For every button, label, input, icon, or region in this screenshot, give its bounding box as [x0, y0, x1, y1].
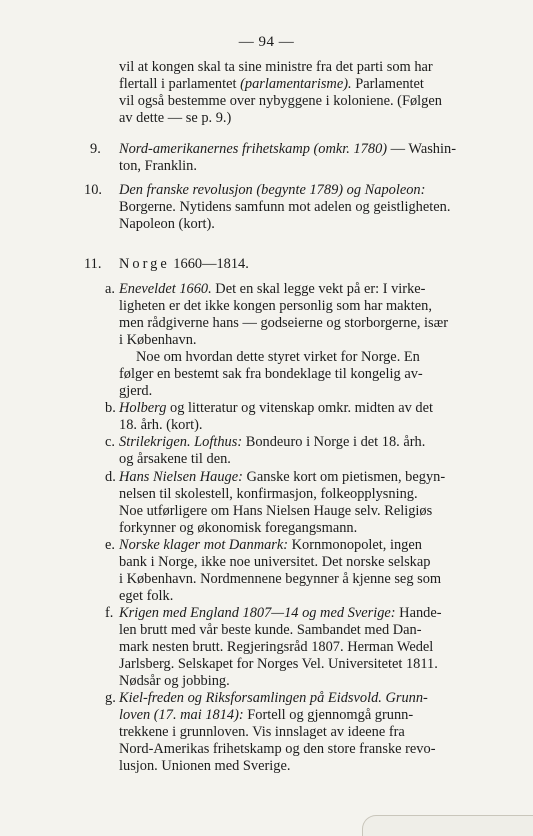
text-line: lusjon. Unionen med Sverige.	[119, 758, 291, 774]
emphasis: loven (17. mai 1814):	[119, 707, 244, 723]
text-line: gjerd.	[119, 383, 153, 399]
text-line: 18. årh. (kort).	[119, 417, 203, 433]
text-line: Noe om hvordan dette styret virket for Norge. En	[136, 349, 420, 365]
text-line: ton, Franklin.	[119, 158, 197, 174]
subsection-heading: Eneveldet 1660.	[119, 281, 212, 297]
text-line: i København.	[119, 332, 197, 348]
text-line: nelsen til skolestell, konfirmasjon, folkeopplysning.	[119, 486, 418, 502]
text-line: Holberg og litteratur og vitenskap omkr. midten av det	[119, 400, 434, 416]
subsection-label: f.	[105, 605, 114, 621]
text-line: forkynner og økonomisk foregangsmann.	[119, 520, 358, 536]
text-line: Borgerne. Nytidens samfunn mot adelen og geistligheten.	[119, 199, 451, 215]
subsection-heading: Hans Nielsen Hauge:	[119, 469, 243, 485]
page-corner-edge	[362, 815, 533, 836]
subsection-label: e.	[105, 537, 115, 553]
text-line: len brutt med vår beste kunde. Sambandet med Dan-	[119, 622, 422, 638]
subsection-label: b.	[105, 400, 116, 416]
text-line: men rådgiverne hans — godseierne og storborgerne, især	[119, 315, 449, 331]
subsection-heading: Norske klager mot Danmark:	[119, 537, 289, 553]
text-line: flertall i parlamentet (parlamentarisme). Parlamentet	[119, 76, 424, 92]
section-heading: Norge 1660—1814.	[119, 256, 249, 272]
subsection-label: g.	[105, 690, 116, 706]
subsection-heading: Holberg	[119, 400, 167, 416]
text-line: bank i Norge, ikke noe universitet. Det norske selskap	[119, 554, 431, 570]
page-number: — 94 —	[238, 34, 295, 50]
section-number: 10.	[84, 182, 102, 198]
text-line: i København. Nordmennene begynner å kjenne seg som	[119, 571, 442, 587]
text-line: eget folk.	[119, 588, 174, 604]
section-heading: Nord-amerikanernes frihetskamp (omkr. 1780)	[119, 141, 388, 157]
subsection-label: d.	[105, 469, 116, 485]
text-line: Noe utførligere om Hans Nielsen Hauge selv. Religiøs	[119, 503, 433, 519]
text-line: Napoleon (kort).	[119, 216, 215, 232]
subsection-heading: Kiel-freden og Riksforsamlingen på Eidsvold. Grunn-	[119, 690, 428, 706]
text-line: og årsakene til den.	[119, 451, 231, 467]
subsection-label: a.	[105, 281, 115, 297]
text-line: Nord-amerikanernes frihetskamp (omkr. 1780) — Washin-	[119, 141, 456, 157]
text-line: følger en bestemt sak fra bondeklage til kongelig av-	[119, 366, 423, 382]
text-line: mark nesten brutt. Regjeringsråd 1807. Herman Wedel	[119, 639, 434, 655]
text-line: Eneveldet 1660. Det en skal legge vekt på er: I virke-	[119, 281, 426, 297]
text-line: Strilekrigen. Lofthus: Bondeuro i Norge i det 18. årh.	[119, 434, 426, 450]
text-line: vil også bestemme over nybyggene i koloniene. (Følgen	[119, 93, 442, 109]
text-line: Krigen med England 1807—14 og med Sverige: Hande-	[119, 605, 442, 621]
text-line: loven (17. mai 1814): Fortell og gjennomgå grunn-	[119, 707, 414, 723]
emphasis: (parlamentarisme).	[240, 76, 352, 92]
section-number: 11.	[84, 256, 102, 272]
text-line: Norske klager mot Danmark: Kornmonopolet, ingen	[119, 537, 422, 553]
text-line: trekkene i grunnloven. Vis innslaget av ideene fra	[119, 724, 405, 740]
subsection-heading: Strilekrigen. Lofthus:	[119, 434, 243, 450]
section-number: 9.	[90, 141, 101, 157]
text-line: Nord-Amerikas frihetskamp og den store franske revo-	[119, 741, 436, 757]
text-line: ligheten er det ikke kongen personlig som har makten,	[119, 298, 432, 314]
text-line: Jarlsberg. Selskapet for Norges Vel. Universitetet 1811.	[119, 656, 438, 672]
subsection-label: c.	[105, 434, 115, 450]
subsection-heading: Krigen med England 1807—14 og med Sverige:	[119, 605, 396, 621]
text-line: vil at kongen skal ta sine ministre fra det parti som har	[119, 59, 433, 75]
text-line: Nødsår og jobbing.	[119, 673, 230, 689]
section-heading: Den franske revolusjon (begynte 1789) og Napoleon:	[119, 182, 426, 198]
text-line: av dette — se p. 9.)	[119, 110, 232, 126]
text-line: Hans Nielsen Hauge: Ganske kort om pietismen, begyn-	[119, 469, 446, 485]
